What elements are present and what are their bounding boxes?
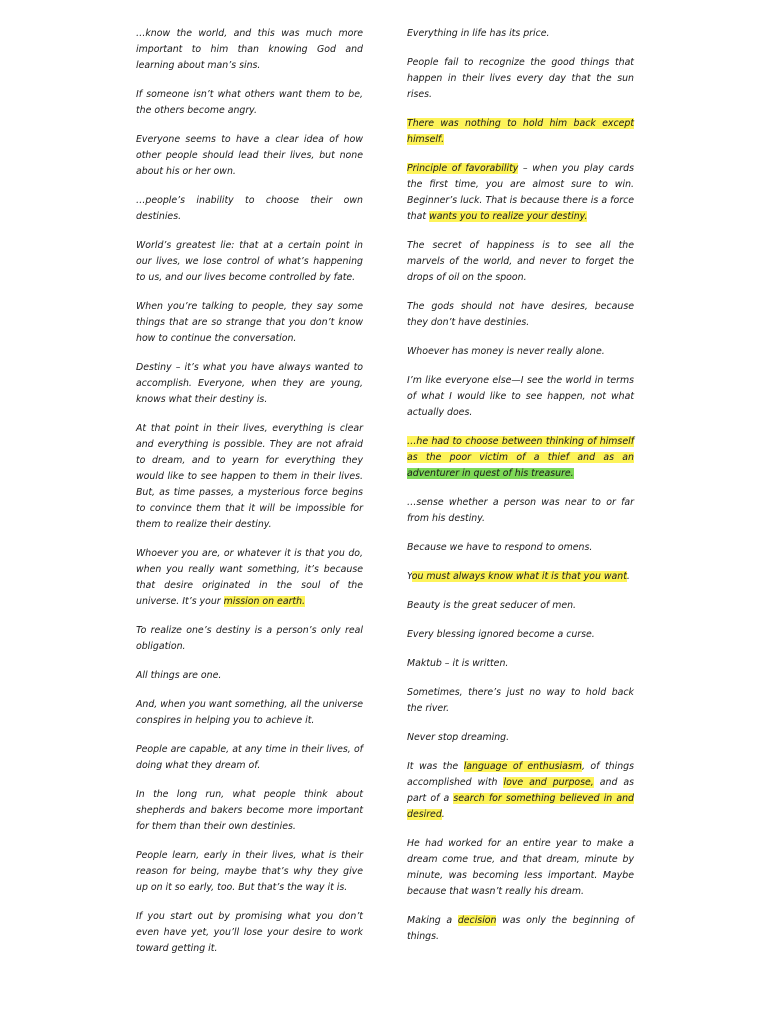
- quote-paragraph: [136, 421, 363, 533]
- quote-text: The secret of happiness is to see all the marvels of the world, and never to forget the drops of oil on the spoon.: [407, 240, 634, 283]
- quote-text: I’m like everyone else—I see the world in terms of what I would like to see happen, not what actually does.: [407, 375, 634, 418]
- quote-paragraph: [136, 848, 363, 896]
- quote-paragraph: [136, 697, 363, 729]
- quote-text: was only the beginning of things.: [407, 915, 634, 942]
- quote-paragraph: [136, 623, 363, 655]
- quote-paragraph: [136, 193, 363, 225]
- quote-paragraph: [407, 569, 634, 585]
- quote-text: People learn, early in their lives, what is their reason for being, maybe that’s why they give up on it so early, too. But that’s the way it is.: [136, 850, 363, 893]
- quote-text: Because we have to respond to omens.: [407, 542, 593, 553]
- quote-text: .: [441, 809, 445, 820]
- quote-paragraph: [407, 373, 634, 421]
- quote-text: The gods should not have desires, because they don’t have destinies.: [407, 301, 634, 328]
- quote-text: When you’re talking to people, they say some things that are so strange that you don’t know how to continue the conversation.: [136, 301, 363, 344]
- quote-paragraph: [407, 913, 634, 945]
- quote-text: People are capable, at any time in their lives, of doing what they dream of.: [136, 744, 363, 771]
- quote-paragraph: [407, 656, 634, 672]
- quote-paragraph: [136, 238, 363, 286]
- quote-text: Sometimes, there’s just no way to hold back the river.: [407, 687, 634, 714]
- quote-text: People fail to recognize the good things that happen in their lives every day that the sun rises.: [407, 57, 634, 100]
- quote-paragraph: [407, 598, 634, 614]
- quote-paragraph: [407, 759, 634, 823]
- quote-text: To realize one’s destiny is a person’s only real obligation.: [136, 625, 363, 652]
- quote-text: Every blessing ignored become a curse.: [407, 629, 595, 640]
- quote-paragraph: [407, 344, 634, 360]
- quote-text: Making a: [407, 915, 458, 926]
- quote-text: All things are one.: [136, 670, 222, 681]
- quote-text: World’s greatest lie: that at a certain point in our lives, we lose control of what’s happening to us, and our lives become controlled by fate.: [136, 240, 363, 283]
- quote-paragraph: [407, 627, 634, 643]
- quote-text: and as part of a: [407, 777, 634, 804]
- quote-text: And, when you want something, all the universe conspires in helping you to achieve it.: [136, 699, 363, 726]
- quote-text: Destiny – it’s what you have always wanted to accomplish. Everyone, when they are young, knows what their destiny is.: [136, 362, 363, 405]
- yellow-highlight: Principle of favorability: [407, 163, 519, 174]
- quote-text: It was the: [407, 761, 464, 772]
- quote-text: He had worked for an entire year to make a dream come true, and that dream, minute by minute, was becoming less important. Maybe because that wasn’t really his dream.: [407, 838, 634, 897]
- quote-paragraph: [407, 434, 634, 482]
- quote-paragraph: [407, 55, 634, 103]
- yellow-highlight: language of enthusiasm: [463, 761, 582, 772]
- quote-paragraph: [136, 787, 363, 835]
- quote-text: Y: [407, 571, 412, 582]
- yellow-highlight: decision: [457, 915, 497, 926]
- quote-paragraph: [407, 26, 634, 42]
- quote-text: Maktub – it is written.: [407, 658, 509, 669]
- quote-paragraph: [407, 238, 634, 286]
- quote-text: , of things accomplished with: [407, 761, 634, 788]
- quote-text: Everything in life has its price.: [407, 28, 550, 39]
- quote-paragraph: [136, 668, 363, 684]
- quote-paragraph: [407, 685, 634, 717]
- quote-text: …sense whether a person was near to or far from his destiny.: [407, 497, 634, 524]
- quote-paragraph: [407, 540, 634, 556]
- quote-text: …know the world, and this was much more important to him than knowing God and learning about man’s sins.: [136, 28, 363, 71]
- quote-text: – when you play cards the first time, you are almost sure to win. Beginner’s luck. That is because there is a force that: [407, 163, 634, 222]
- quote-text: Whoever has money is never really alone.: [407, 346, 605, 357]
- yellow-highlight: There was nothing to hold him back except himself.: [407, 118, 634, 145]
- yellow-highlight: …he had to choose between thinking of himself as the poor victim of a thief and as an: [407, 436, 634, 463]
- quote-paragraph: [136, 26, 363, 74]
- quote-text: In the long run, what people think about shepherds and bakers become more important for them than their own destinies.: [136, 789, 363, 832]
- yellow-highlight: wants you to realize your destiny.: [429, 211, 588, 222]
- quote-paragraph: [136, 132, 363, 180]
- yellow-highlight: search for something believed in and desired: [407, 793, 634, 820]
- quote-text: Whoever you are, or whatever it is that you do, when you really want something, it’s because that desire originated in the soul of the universe. It’s your: [136, 548, 363, 607]
- quote-paragraph: [136, 299, 363, 347]
- quote-text: If you start out by promising what you don’t even have yet, you’ll lose your desire to work toward getting it.: [136, 911, 363, 954]
- green-highlight: adventurer in quest of his treasure.: [407, 468, 574, 479]
- quote-text: Everyone seems to have a clear idea of how other people should lead their lives, but none about his or her own.: [136, 134, 363, 177]
- yellow-highlight: mission on earth.: [223, 596, 306, 607]
- quote-paragraph: [136, 360, 363, 408]
- quote-text: At that point in their lives, everything is clear and everything is possible. They are not afraid to dream, and to yearn for everything they would like to see happen to them in their lives. But, as time passes, a mysterious force begins to convince them that it will be impossible for them to realize their destiny.: [136, 423, 363, 530]
- quote-paragraph: [136, 546, 363, 610]
- quote-text: If someone isn’t what others want them to be, the others become angry.: [136, 89, 363, 116]
- quote-text: Beauty is the great seducer of men.: [407, 600, 577, 611]
- quote-text: .: [626, 571, 630, 582]
- yellow-highlight: love and purpose,: [503, 777, 594, 788]
- quote-paragraph: [407, 836, 634, 900]
- quote-paragraph: [407, 161, 634, 225]
- quote-paragraph: [407, 730, 634, 746]
- right-quote-column: [407, 26, 634, 958]
- quote-paragraph: [136, 909, 363, 957]
- quote-paragraph: [136, 742, 363, 774]
- yellow-highlight: ou must always know what it is that you want: [411, 571, 627, 582]
- quote-paragraph: [407, 299, 634, 331]
- left-quote-column: [136, 26, 363, 970]
- quote-paragraph: [407, 116, 634, 148]
- quote-paragraph: [136, 87, 363, 119]
- quote-text: Never stop dreaming.: [407, 732, 510, 743]
- quote-paragraph: [407, 495, 634, 527]
- quote-text: …people’s inability to choose their own destinies.: [136, 195, 363, 222]
